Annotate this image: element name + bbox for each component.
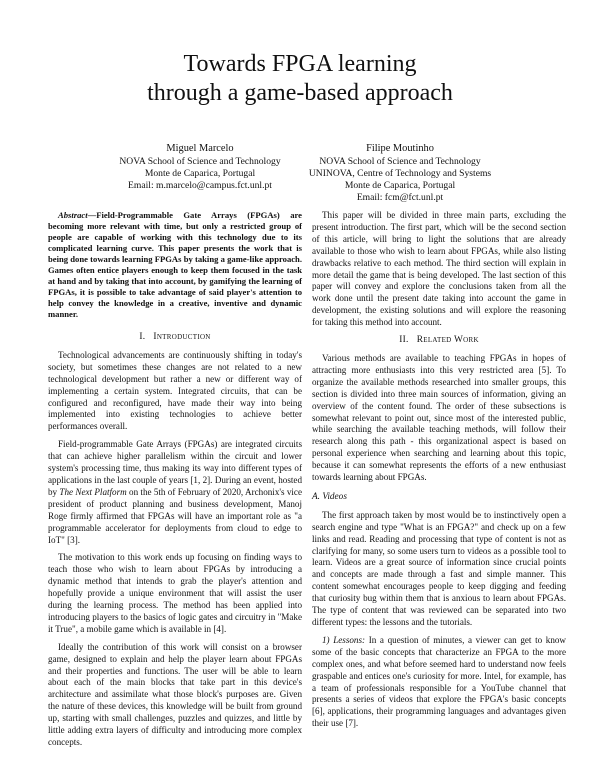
title-line-1: Towards FPGA learning bbox=[183, 51, 417, 77]
author-name: Miguel Marcelo bbox=[166, 143, 234, 154]
author-affiliation: UNINOVA, Centre of Technology and Systems bbox=[308, 168, 492, 179]
paragraph bbox=[48, 439, 302, 546]
section-number: I. bbox=[139, 332, 146, 342]
paragraph: Ideally the contribution of this work will consist on a browser game, designed to explain and help the player learn about FPGAs and their properties and functions. The user will be able to learn about each of the main blocks that take part in this device's architecture and assimilate what those block's purposes are. Given the nature of these devices, this knowledge will be built from ground up, starting with small challenges, puzzles and quizzes, and little by little adding extra layers of difficulty and introducing more complex concepts. bbox=[48, 641, 302, 747]
section-heading-related-work bbox=[312, 335, 566, 347]
right-column bbox=[312, 210, 566, 736]
author-email: Email: fcm@fct.unl.pt bbox=[356, 192, 444, 203]
title-line-2: through a game-based approach bbox=[147, 80, 453, 106]
author-affiliation: NOVA School of Science and Technology bbox=[319, 156, 481, 167]
runin-heading-lessons: 1) Lessons: bbox=[322, 634, 366, 645]
abstract-body: —Field-Programmable Gate Arrays (FPGAs) are becoming more relevant with time, but only a restricted group of people are capable of working with this technology due to its complicated learning curve. This paper presents the work that is being done towards learning FPGAs by taking a game-like approach. Games often entice players enough to keep them focused in the task at hand and by taking that into account, by gamifying the learning of FPGAs, it is possible to take advantage of said player's attention to help convey the knowledge in a creative, inventive and dynamic manner. bbox=[48, 210, 302, 319]
author-name: Filipe Moutinho bbox=[366, 143, 434, 154]
abstract-lead: Abstract bbox=[58, 210, 88, 220]
paragraph-text: on the 5th of February of 2020, Archonix's vice president of product planning and business development, Manoj Roge firmly affirmed that FPGAs will have an important role as "a programmable accelerator for deployments from cloud to edge to IoT" [3]. bbox=[48, 486, 303, 545]
section-heading-introduction bbox=[48, 332, 302, 344]
paragraph: The first approach taken by most would be to instinctively open a search engine and type "What is an FPGA?" and check up on a few links and read. Reading and processing that type of content is not as clarifying for many, so some users turn to videos as a possible tool to learn. Videos are a great source of information since crucial points and concepts are made through a fast and simple manner. This content somewhat encourages people to keep digging and feeding that curiosity bug within them that is anxious to learn about FPGAs. The type of content that was reviewed can be separated into two different types: the lessons and the tutorials. bbox=[312, 509, 566, 627]
section-title: Introduction bbox=[153, 332, 211, 342]
paragraph bbox=[312, 635, 566, 730]
paper-title bbox=[0, 50, 600, 108]
section-title: Related Work bbox=[416, 335, 479, 346]
subsection-heading-videos: A. Videos bbox=[312, 491, 347, 502]
paragraph: Technological advancements are continuously shifting in today's society, but sometimes these changes are not related to a new technological development but rather a new or different way of implementing a certain system. Integrated circuits, that can be configured and reconfigured, have made their way into being implemented into existing technologies to achieve better performances overall. bbox=[48, 349, 302, 432]
section-number: II. bbox=[399, 335, 409, 346]
left-column bbox=[48, 210, 302, 755]
author-affiliation: Monte de Caparica, Portugal bbox=[344, 180, 456, 191]
paragraph-text: Field-programmable Gate Arrays (FPGAs) are integrated circuits that can achieve higher parallelism within the circuit and lower system's processing time, thus making its way into different types of applications in the last couple of years [1, 2]. During an event, hosted by bbox=[48, 439, 302, 497]
author-block-2 bbox=[280, 143, 520, 204]
author-affiliation: Monte de Caparica, Portugal bbox=[144, 168, 256, 179]
paragraph-text: In a question of minutes, a viewer can get to know some of the basic concepts that characterize an FPGA to the more complex ones, and what before seemed hard to understand now feels graspable and entices one's curiosity for more. Intel, for example, has a team of professionals responsible for a YouTube channel that presents a series of videos that explore the FPGA's basic concepts [6], applications, their programming languages and advantages given their use [7]. bbox=[312, 634, 566, 729]
author-affiliation: NOVA School of Science and Technology bbox=[119, 156, 281, 167]
author-email: Email: m.marcelo@campus.fct.unl.pt bbox=[128, 180, 272, 191]
abstract bbox=[48, 210, 302, 320]
event-name: The Next Platform bbox=[59, 486, 127, 497]
paragraph: Various methods are available to teaching FPGAs in hopes of attracting more enthusiasts into this very restricted area [5]. To organize the available methods researched into smaller groups, this section is divided into three main sources of information, giving an overview of the content found. The order of these subsections is somewhat relevant to point out, since most of the interested public, while searching the available teaching methods, will follow their research along this path - this organizational aspect is based on personal experience when searching and learning about this topic, because it can somewhat represents the efforts of a new enthusiast towards learning about FPGAs. bbox=[312, 352, 566, 483]
paragraph: This paper will be divided in three main parts, excluding the present introduction. The first part, which will be the second section of this article, will bring to light the solutions that are already available to those who wish to learn about FPGAs, while also listing drawbacks relative to each method. The third section will explain in more detail the game that is being developed. The last section of this paper will convey and explore the conclusions taken from all the work done until the present date taking into account the game in development, the existing solutions and will explore the reasoning for taking this method into account. bbox=[312, 210, 566, 328]
paragraph: The motivation to this work ends up focusing on finding ways to teach those who wish to learn about FPGAs by introducing a dynamic method that intends to grab the player's attention and hopefully provide a unique environment that will assist the user during the learning process. The method has been applied into introducing players to the basics of logic gates and circuitry in "Make it True", a mobile game which is available in [4]. bbox=[48, 552, 302, 634]
